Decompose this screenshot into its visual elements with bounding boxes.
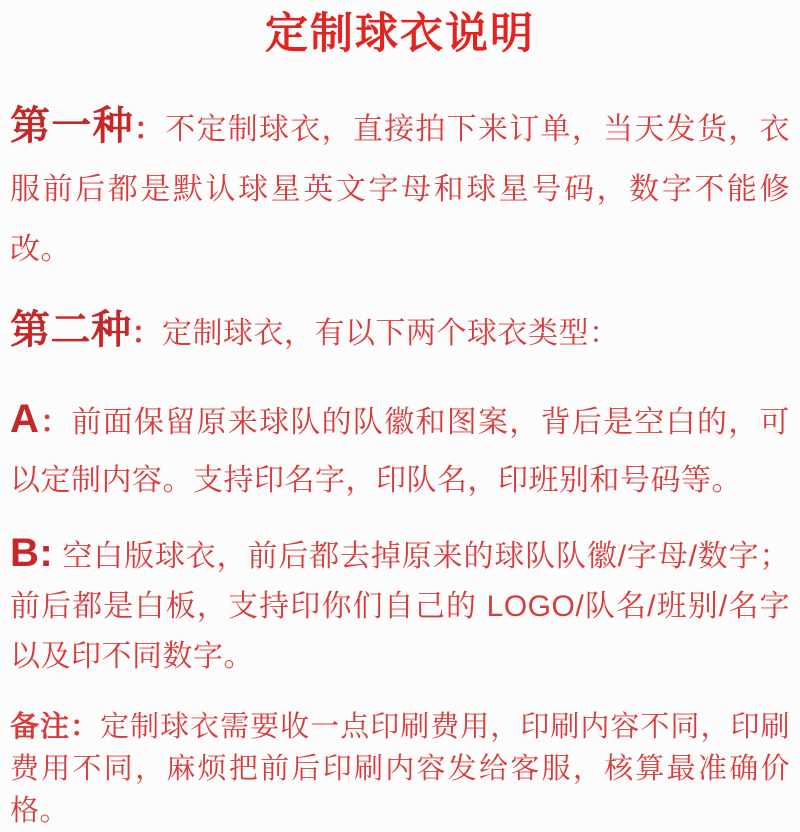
option-a-label: A bbox=[10, 397, 40, 441]
section-type-1 bbox=[10, 96, 790, 280]
section-type-1-separator: ： bbox=[133, 113, 166, 146]
section-type-1-text: 不定制球衣，直接拍下来订单，当天发货，衣服前后都是默认球星英文字母和球星号码，数字不能修改。 bbox=[10, 113, 791, 266]
section-type-1-label: 第一种 bbox=[10, 104, 134, 148]
remark-text: 定制球衣需要收一点印刷费用，印刷内容不同，印刷费用不同，麻烦把前后印刷内容发给客服，核算最准确价格。 bbox=[10, 711, 790, 827]
custom-jersey-instructions-page bbox=[0, 8, 800, 827]
option-a-separator: ： bbox=[39, 406, 72, 439]
section-type-2-label: 第二种 bbox=[10, 308, 132, 352]
section-type-2 bbox=[10, 300, 790, 364]
option-a-text: 前面保留原来球队的队徽和图案，背后是空白的，可以定制内容。支持印名字，印队名，印班别和号码等。 bbox=[10, 406, 791, 497]
remark-label: 备注： bbox=[10, 711, 101, 743]
option-a bbox=[10, 390, 790, 510]
option-b bbox=[10, 528, 790, 682]
option-b-text: 空白版球衣，前后都去掉原来的球队队徽/字母/数字；前后都是白板，支持印你们自己的 LOGO/队名/班别/名字以及印不同数字。 bbox=[10, 540, 790, 673]
option-b-label: B: bbox=[10, 531, 54, 575]
section-type-2-text: 定制球衣，有以下两个球衣类型： bbox=[162, 317, 620, 350]
page-title: 定制球衣说明 bbox=[265, 10, 535, 58]
remark-note bbox=[10, 706, 790, 832]
section-type-2-separator: ： bbox=[131, 317, 162, 350]
